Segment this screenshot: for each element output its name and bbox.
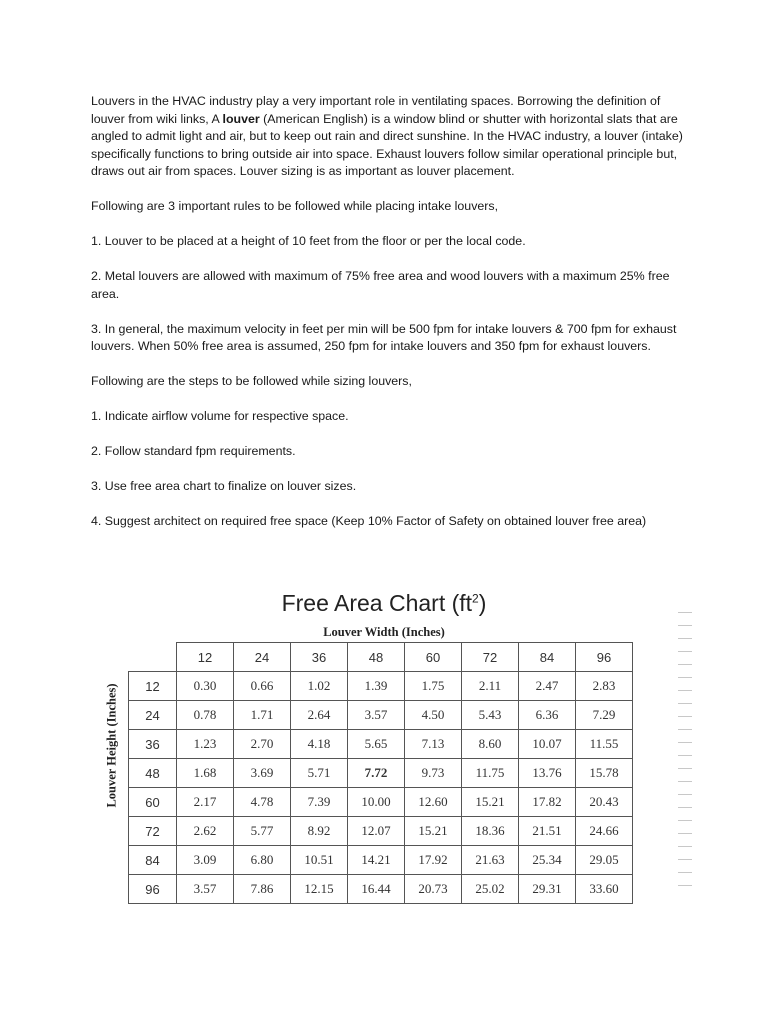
- intro-text-end: (American English) is a window blind or shutter with horizontal slats that are angled to admit light and air, but to keep out rain and direct sunshine. In the HVAC industry, a louver (intake) specifically functions to bring outside air into space. Exhaust louvers follow similar operational principle but, draws out air from spaces. Louver sizing is as important as louver placement.: [91, 111, 683, 178]
- table-row: [129, 701, 633, 730]
- table-cell: 11.55: [576, 730, 633, 759]
- table-cell: 8.92: [291, 817, 348, 846]
- table-cell: 10.07: [519, 730, 576, 759]
- chart-title: [116, 590, 652, 617]
- table-row: [129, 759, 633, 788]
- column-header: 96: [576, 643, 633, 672]
- rule-3: 3. In general, the maximum velocity in feet per min will be 500 fpm for intake louvers & 700 fpm for exhaust louvers. When 50% free area is assumed, 250 fpm for intake louvers and 350 fpm for exhaust louvers.: [91, 321, 677, 353]
- table-cell: 1.02: [291, 672, 348, 701]
- row-header: 84: [129, 846, 177, 875]
- row-header: 24: [129, 701, 177, 730]
- table-cell: 7.39: [291, 788, 348, 817]
- table-cell: 0.30: [177, 672, 234, 701]
- page-edge-marks: [678, 612, 692, 898]
- column-header: 24: [234, 643, 291, 672]
- table-cell: 1.39: [348, 672, 405, 701]
- table-row: [129, 846, 633, 875]
- table-cell: 3.09: [177, 846, 234, 875]
- table-corner: [129, 643, 177, 672]
- rules-heading: Following are 3 important rules to be followed while placing intake louvers,: [91, 199, 499, 213]
- table-header-row: [129, 643, 633, 672]
- table-cell: 16.44: [348, 875, 405, 904]
- intro-paragraph: [91, 93, 691, 181]
- table-cell: 12.15: [291, 875, 348, 904]
- table-row: [129, 875, 633, 904]
- rule-1: 1. Louver to be placed at a height of 10 feet from the floor or per the local code.: [91, 234, 526, 248]
- table-cell: 13.76: [519, 759, 576, 788]
- row-header: 60: [129, 788, 177, 817]
- table-cell: 18.36: [462, 817, 519, 846]
- row-header: 96: [129, 875, 177, 904]
- row-header: 48: [129, 759, 177, 788]
- table-cell: 24.66: [576, 817, 633, 846]
- table-row: [129, 672, 633, 701]
- column-header: 36: [291, 643, 348, 672]
- step-1: 1. Indicate airflow volume for respective space.: [91, 409, 349, 423]
- step-4: 4. Suggest architect on required free space (Keep 10% Factor of Safety on obtained louver free area): [91, 514, 647, 528]
- table-cell: 21.63: [462, 846, 519, 875]
- column-header: 12: [177, 643, 234, 672]
- column-header: 60: [405, 643, 462, 672]
- table-cell: 15.78: [576, 759, 633, 788]
- chart-title-text: Free Area Chart (ft: [281, 590, 473, 616]
- table-cell: 14.21: [348, 846, 405, 875]
- intro-bold-term: louver: [222, 111, 260, 126]
- column-header: 48: [348, 643, 405, 672]
- table-cell: 12.07: [348, 817, 405, 846]
- table-cell: 5.71: [291, 759, 348, 788]
- free-area-table: [128, 642, 633, 904]
- table-cell: 15.21: [405, 817, 462, 846]
- table-cell: 9.73: [405, 759, 462, 788]
- steps-heading: Following are the steps to be followed while sizing louvers,: [91, 374, 412, 388]
- table-cell: 2.17: [177, 788, 234, 817]
- table-cell: 11.75: [462, 759, 519, 788]
- row-header: 36: [129, 730, 177, 759]
- table-cell: 8.60: [462, 730, 519, 759]
- table-cell: 6.36: [519, 701, 576, 730]
- rule-2: 2. Metal louvers are allowed with maximum of 75% free area and wood louvers with a maximum 25% free area.: [91, 269, 670, 301]
- table-cell: 29.05: [576, 846, 633, 875]
- table-cell: 5.65: [348, 730, 405, 759]
- table-cell: 2.64: [291, 701, 348, 730]
- chart-title-close: ): [478, 590, 487, 616]
- table-cell: 10.51: [291, 846, 348, 875]
- table-cell: 25.02: [462, 875, 519, 904]
- table-cell: 4.18: [291, 730, 348, 759]
- table-cell: 33.60: [576, 875, 633, 904]
- table-cell: 5.43: [462, 701, 519, 730]
- table-cell: 29.31: [519, 875, 576, 904]
- intro-text-start: Louvers in the HVAC industry play a very important role in ventilating spaces. Borrowing the definition of louver from wiki links, A: [91, 94, 661, 126]
- x-axis-title: Louver Width (Inches): [323, 625, 445, 639]
- table-cell: 4.78: [234, 788, 291, 817]
- table-cell: 4.50: [405, 701, 462, 730]
- table-cell: 3.57: [177, 875, 234, 904]
- table-cell: 10.00: [348, 788, 405, 817]
- table-cell: 5.77: [234, 817, 291, 846]
- table-cell: 7.86: [234, 875, 291, 904]
- row-header: 72: [129, 817, 177, 846]
- table-cell: 1.23: [177, 730, 234, 759]
- table-cell: 2.47: [519, 672, 576, 701]
- document-body: [91, 93, 691, 548]
- table-cell: 0.66: [234, 672, 291, 701]
- table-row: [129, 817, 633, 846]
- table-cell: 21.51: [519, 817, 576, 846]
- table-cell: 17.82: [519, 788, 576, 817]
- column-header: 84: [519, 643, 576, 672]
- table-cell: 1.75: [405, 672, 462, 701]
- row-header: 12: [129, 672, 177, 701]
- table-cell: 0.78: [177, 701, 234, 730]
- table-cell: 6.80: [234, 846, 291, 875]
- table-cell: 15.21: [462, 788, 519, 817]
- table-cell: 3.69: [234, 759, 291, 788]
- step-3: 3. Use free area chart to finalize on louver sizes.: [91, 479, 357, 493]
- table-cell: 20.73: [405, 875, 462, 904]
- table-cell: 20.43: [576, 788, 633, 817]
- table-cell: 7.13: [405, 730, 462, 759]
- table-cell: 3.57: [348, 701, 405, 730]
- chart-title-superscript: 2: [472, 591, 479, 606]
- table-cell: 2.83: [576, 672, 633, 701]
- table-cell: 1.68: [177, 759, 234, 788]
- free-area-chart: [104, 588, 652, 918]
- table-cell: 2.62: [177, 817, 234, 846]
- table-cell: 25.34: [519, 846, 576, 875]
- table-row: [129, 730, 633, 759]
- table-cell: 1.71: [234, 701, 291, 730]
- table-cell: 7.29: [576, 701, 633, 730]
- table-cell: 2.70: [234, 730, 291, 759]
- table-cell: 17.92: [405, 846, 462, 875]
- table-row: [129, 788, 633, 817]
- table-cell: 2.11: [462, 672, 519, 701]
- y-axis-title: Louver Height (Inches): [104, 683, 119, 808]
- table-cell: 12.60: [405, 788, 462, 817]
- column-header: 72: [462, 643, 519, 672]
- table-cell: 7.72: [348, 759, 405, 788]
- step-2: 2. Follow standard fpm requirements.: [91, 444, 296, 458]
